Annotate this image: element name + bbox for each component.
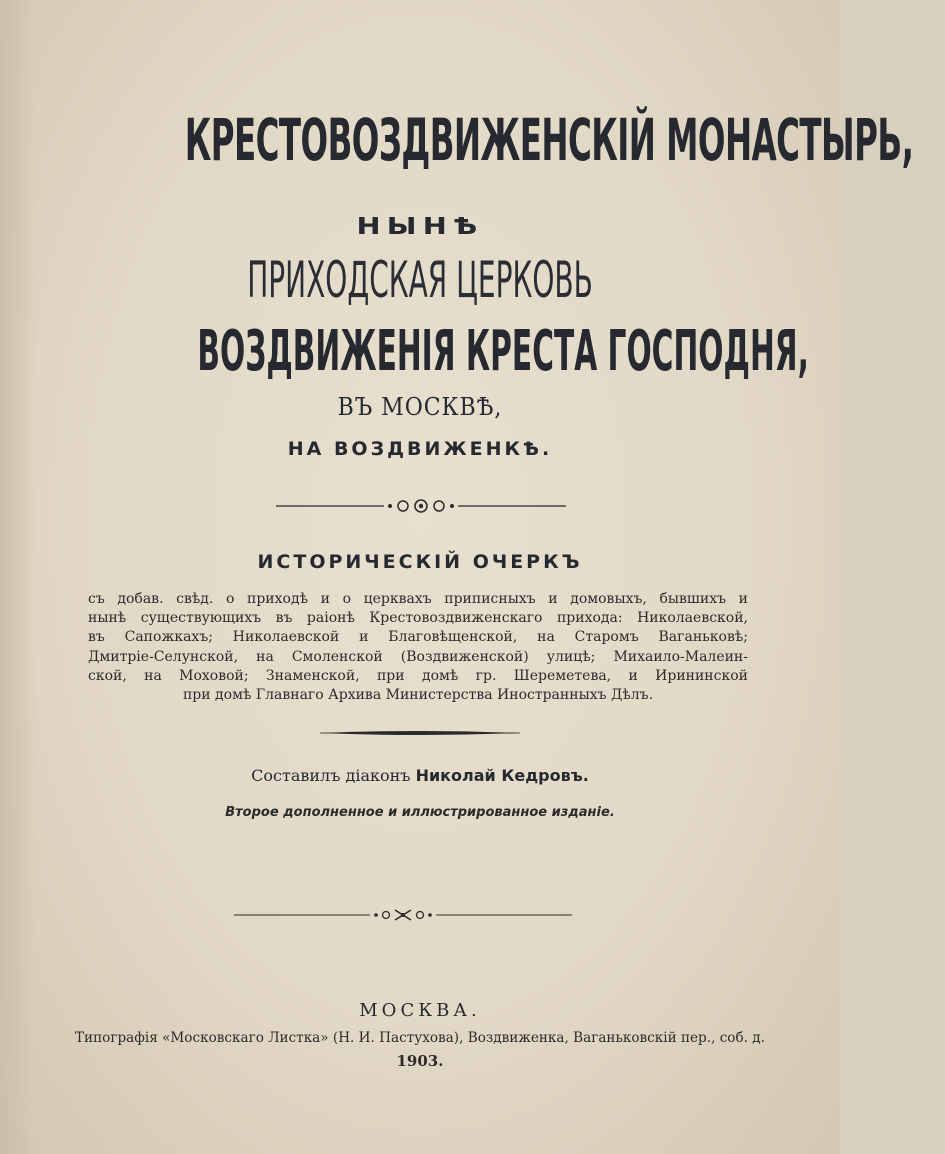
imprint-press: Типографія «Московскаго Листка» (Н. И. Пастухова), Воздвиженка, Ваганьковскій пер., соб. д. <box>74 1030 765 1046</box>
description-line: нынѣ существующихъ въ раіонѣ Крестовоздвиженскаго прихода: Николаевской, <box>88 610 748 627</box>
description-line: Дмитріе-Селунской, на Смоленской (Воздвиженской) улицѣ; Михаило-Малеин- <box>88 648 748 665</box>
title-line-monastery: КРЕСТОВОЗДВИЖЕНСКІЙ МОНАСТЫРЬ, <box>184 106 914 174</box>
title-line-vozdvizhenka: НА ВОЗДВИЖЕНКѢ. <box>287 438 553 460</box>
description-line: въ Сапожкахъ; Николаевской и Благовѣщенской, на Старомъ Ваганьковѣ; <box>88 629 748 646</box>
title-line-now: НЫНѢ <box>356 214 484 240</box>
title-line-exaltation: ВОЗДВИЖЕНІЯ КРЕСТА ГОСПОДНЯ, <box>197 319 809 384</box>
imprint-city: МОСКВА. <box>359 1000 481 1021</box>
edition-note: Второе дополненное и иллюстрированное изданіе. <box>225 805 615 820</box>
description-line: съ добав. свѣд. о приходѣ и о церквахъ приписныхъ и домовыхъ, бывшихъ и <box>88 591 748 607</box>
description-paragraph <box>88 590 748 705</box>
rule-divider-icon <box>320 725 520 741</box>
title-line-parish-church: ПРИХОДСКАЯ ЦЕРКОВЬ <box>247 251 593 309</box>
ornament-divider-bottom-icon <box>234 906 572 924</box>
description-line: при домѣ Главнаго Архива Министерства Иностранныхъ Дѣлъ. <box>182 687 654 704</box>
title-line-moscow: ВЪ МОСКВѢ, <box>337 393 503 421</box>
imprint-year: 1903. <box>396 1052 444 1070</box>
author-line <box>0 764 840 788</box>
subtitle-historical-essay: ИСТОРИЧЕСКІЙ ОЧЕРКЪ <box>257 551 583 573</box>
author-name: Николай Кедровъ. <box>415 766 589 785</box>
author-prefix: Составилъ діаконъ <box>251 766 411 785</box>
ornament-divider-icon <box>276 497 566 515</box>
paper-edge-shadow <box>0 0 36 1154</box>
description-line: ской, на Моховой; Знаменской, при домѣ гр. Шереметева, и Ирининской <box>88 667 748 684</box>
